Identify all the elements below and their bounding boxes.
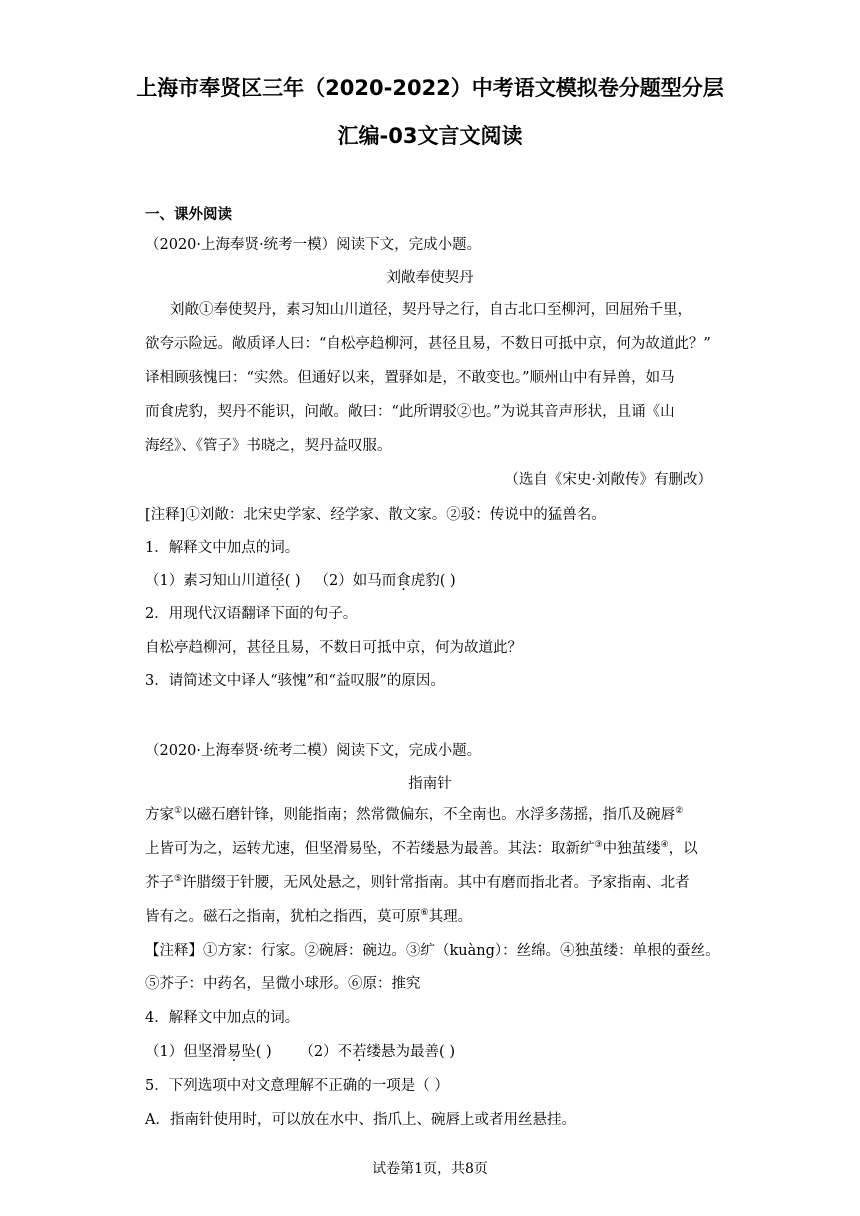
passage1-line-3: 译相顾骇愧曰：“实然。但通好以来，置驿如是，不敢变也。”顺州山中有异兽，如马 xyxy=(145,370,675,386)
passage1-attribution: （选自《宋史·刘敞传》有删改） xyxy=(504,472,712,488)
question-1: 1．解释文中加点的词。 xyxy=(145,540,300,556)
passage1-line-5: 海经》、《管子》书晓之，契丹益叹服。 xyxy=(145,438,392,454)
section-heading: 一、课外阅读 xyxy=(145,207,232,223)
passage2-note-1: 【注释】①方家：行家。②碗唇：碗边。③纩（kuàng）：丝绵。④独茧缕：单根的蚕丝。 xyxy=(145,943,720,959)
passage2-line-4: 皆有之。磁石之指南，犹柏之指西，莫可原⑥其理。 xyxy=(145,908,473,925)
passage1-line-1: 刘敞①奉使契丹，素习知山川道径，契丹导之行，自古北口至柳河，回屈殆千里， xyxy=(170,302,692,318)
passage2-line-2: 上皆可为之，运转尤速，但坚滑易坠，不若缕悬为最善。其法：取新纩③中独茧缕④，以 xyxy=(145,840,698,857)
passage2-line-3: 芥子⑤许腊缀于针腰，无风处悬之，则针常指南。其中有磨而指北者。予家指南、北者 xyxy=(145,874,690,891)
passage2-source: （2020·上海奉贤·统考二模）阅读下文，完成小题。 xyxy=(145,743,482,759)
question-5-option-a: A．指南针使用时，可以放在水中、指爪上、碗唇上或者用丝悬挂。 xyxy=(145,1112,576,1128)
question-3: 3．请简述文中译人“骇愧”和“益叹服”的原因。 xyxy=(145,673,445,689)
passage2-line-1: 方家①以磁石磨针锋，则能指南；然常微偏东，不全南也。水浮多荡摇，指爪及碗唇② xyxy=(145,806,684,823)
doc-title-line1: 上海市奉贤区三年（2020-2022）中考语文模拟卷分题型分层 xyxy=(136,76,724,100)
question-2: 2．用现代汉语翻译下面的句子。 xyxy=(145,606,358,622)
question-4: 4．解释文中加点的词。 xyxy=(145,1010,300,1026)
passage1-heading: 刘敞奉使契丹 xyxy=(386,270,474,286)
question-1-items: （1）素习知山川道径( ) （2）如马而食虎豹( ) xyxy=(145,573,456,589)
question-2-text: 自松亭趋柳河，甚径且易，不数日可抵中京，何为故道此？ xyxy=(145,640,522,656)
passage1-source: （2020·上海奉贤·统考一模）阅读下文，完成小题。 xyxy=(145,237,482,253)
question-4-items: （1）但坚滑易坠( ) （2）不若缕悬为最善( ) xyxy=(145,1044,455,1060)
passage2-note-2: ⑤芥子：中药名，呈微小球形。⑥原：推究 xyxy=(145,976,421,992)
passage2-heading: 指南针 xyxy=(408,776,452,792)
passage1-note: [注释]①刘敞：北宋史学家、经学家、散文家。②驳：传说中的猛兽名。 xyxy=(145,507,606,523)
passage1-line-2: 欲夸示险远。敞质译人曰：“自松亭趋柳河，甚径且易，不数日可抵中京，何为故道此？” xyxy=(145,336,711,352)
passage1-line-4: 而食虎豹，契丹不能识，问敞。敞曰：“此所谓驳②也。”为说其音声形状，且诵《山 xyxy=(145,404,675,420)
doc-title-line2: 汇编-03文言文阅读 xyxy=(337,124,523,148)
question-5: 5．下列选项中对文意理解不正确的一项是（ ） xyxy=(145,1078,449,1094)
page-footer: 试卷第1页，共8页 xyxy=(372,1161,488,1177)
